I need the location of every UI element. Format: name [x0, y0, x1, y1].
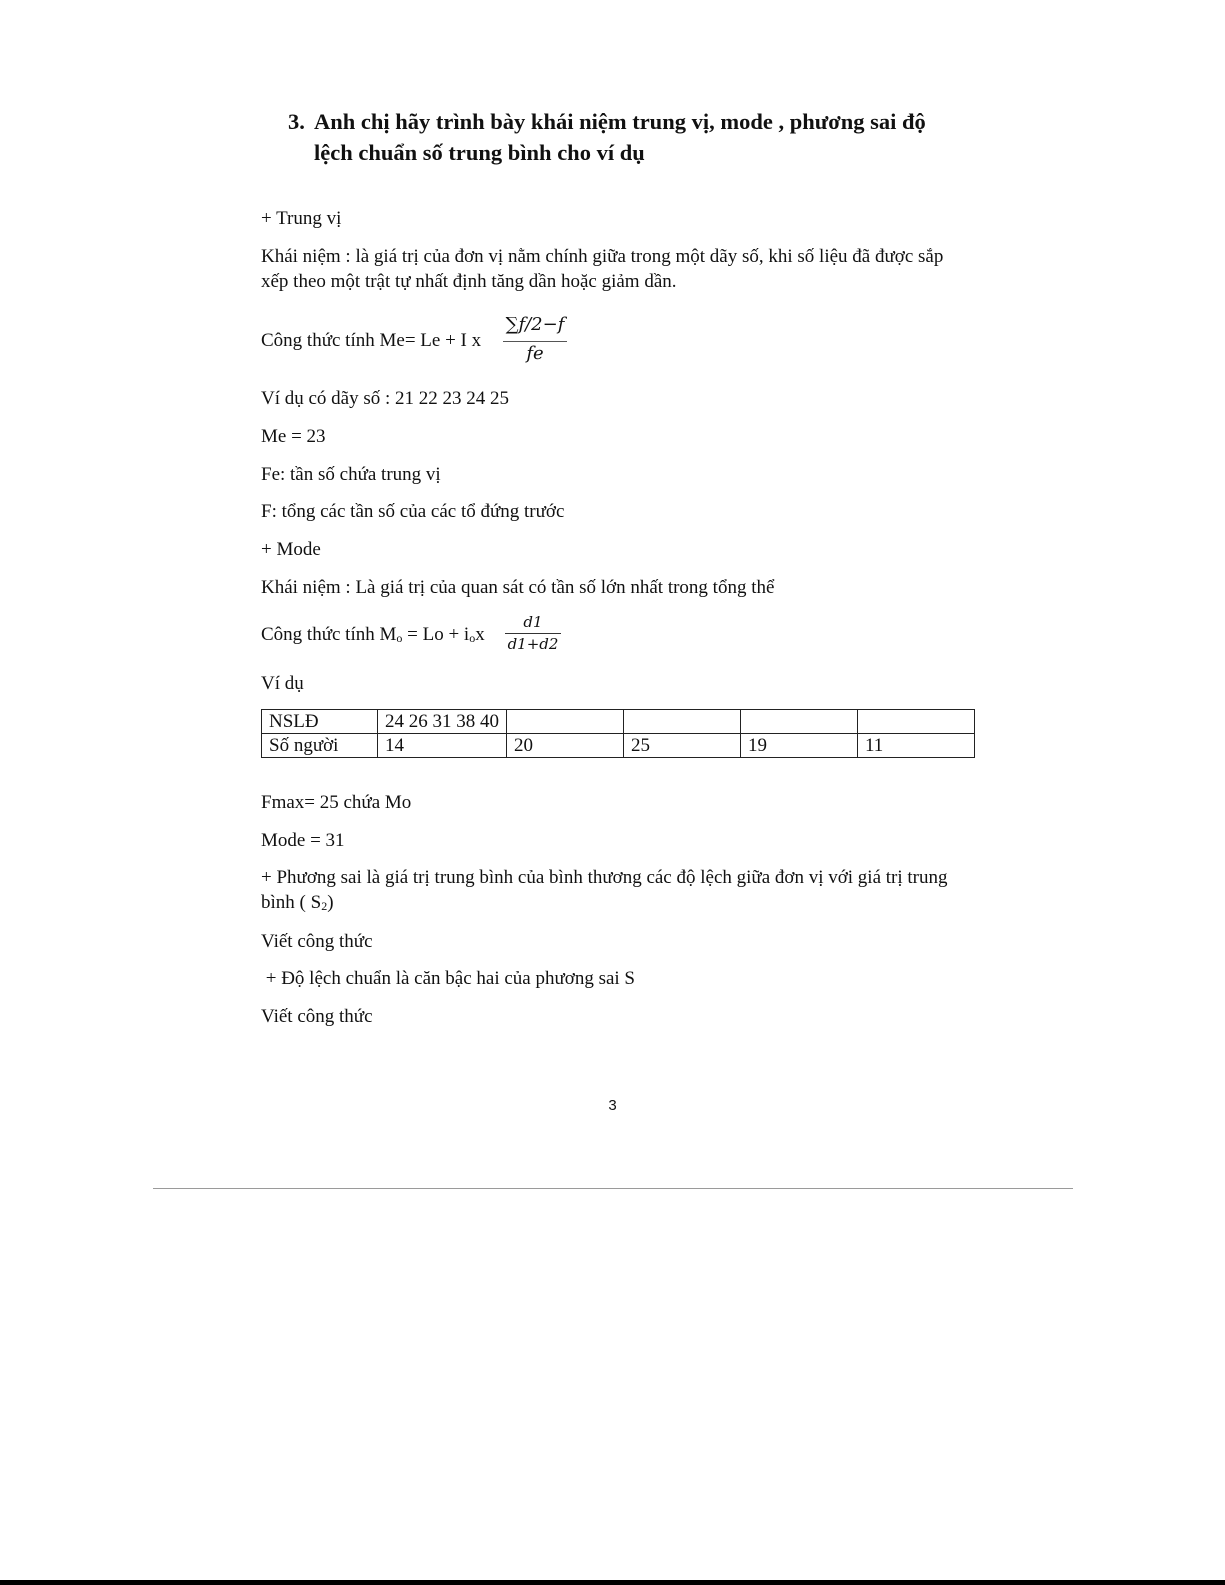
mode-result: Mode = 31 [261, 830, 345, 851]
table-cell: NSLĐ [262, 710, 378, 734]
table-cell: 24 26 31 38 40 [378, 710, 507, 734]
table-cell [624, 710, 741, 734]
median-result: Me = 23 [261, 426, 326, 447]
variance-text: + Phương sai là giá trị trung bình của bình thương các độ lệch giữa đơn vị với giá trị trung bình ( S [261, 867, 948, 913]
bottom-edge [0, 1580, 1225, 1585]
table-row [262, 734, 975, 758]
table-cell [858, 710, 975, 734]
mode-formula-prefix: Công thức tính M [261, 624, 397, 645]
variance-definition [261, 865, 961, 919]
mode-formula-denominator: d1+d2 [507, 635, 559, 653]
table-row [262, 710, 975, 734]
mode-formula-x: x [475, 624, 485, 645]
productivity-table [261, 709, 975, 758]
table-cell [741, 710, 858, 734]
median-formula-fraction [503, 312, 567, 365]
median-concept: Khái niệm : là giá trị của đơn vị nằm chính giữa trong một dãy số, khi số liệu đã được sắp xếp theo một trật tự nhất định tăng dần hoặc giảm dần. [261, 246, 944, 292]
stddev-write-formula: Viết công thức [261, 1006, 373, 1027]
variance-close: ) [327, 892, 334, 913]
mode-formula-sub2: o [469, 631, 476, 645]
f-definition: F: tổng các tần số của các tổ đứng trước [261, 501, 565, 522]
question-text: Anh chị hãy trình bày khái niệm trung vị, mode , phương sai độ lệch chuẩn số trung bình cho ví dụ [314, 109, 926, 165]
mode-concept: Khái niệm : Là giá trị của quan sát có tần số lớn nhất trong tổng thể [261, 577, 775, 598]
fmax-line: Fmax= 25 chứa Mo [261, 792, 412, 813]
fe-definition: Fe: tần số chứa trung vị [261, 464, 441, 485]
stddev-definition: + Độ lệch chuẩn là căn bậc hai của phương sai S [261, 968, 635, 989]
mode-formula-mid: = Lo + i [402, 624, 470, 645]
median-formula-numerator: ∑f/2−f [503, 312, 567, 342]
table-cell [507, 710, 624, 734]
mode-formula-fraction [505, 612, 561, 654]
mode-formula-numerator: d1 [505, 612, 561, 634]
median-title: + Trung vị [261, 208, 342, 229]
table-cell: Số người [262, 734, 378, 758]
median-formula-prefix: Công thức tính Me= Le + I x [261, 330, 482, 351]
table-cell: 14 [378, 734, 507, 758]
mode-formula-text [261, 622, 485, 651]
page-divider [153, 1188, 1073, 1189]
mode-example-label: Ví dụ [261, 673, 304, 694]
mode-formula-sub: o [396, 631, 403, 645]
variance-write-formula: Viết công thức [261, 931, 373, 952]
variance-sub: 2 [321, 899, 328, 913]
table-cell: 11 [858, 734, 975, 758]
median-formula-denominator: fe [526, 343, 544, 364]
median-example: Ví dụ có dãy số : 21 22 23 24 25 [261, 388, 510, 409]
table-cell: 25 [624, 734, 741, 758]
table-cell: 19 [741, 734, 858, 758]
mode-title: + Mode [261, 539, 321, 560]
page-number: 3 [608, 1097, 617, 1114]
question-heading [288, 106, 968, 168]
table-cell: 20 [507, 734, 624, 758]
question-number: 3. [288, 109, 305, 134]
